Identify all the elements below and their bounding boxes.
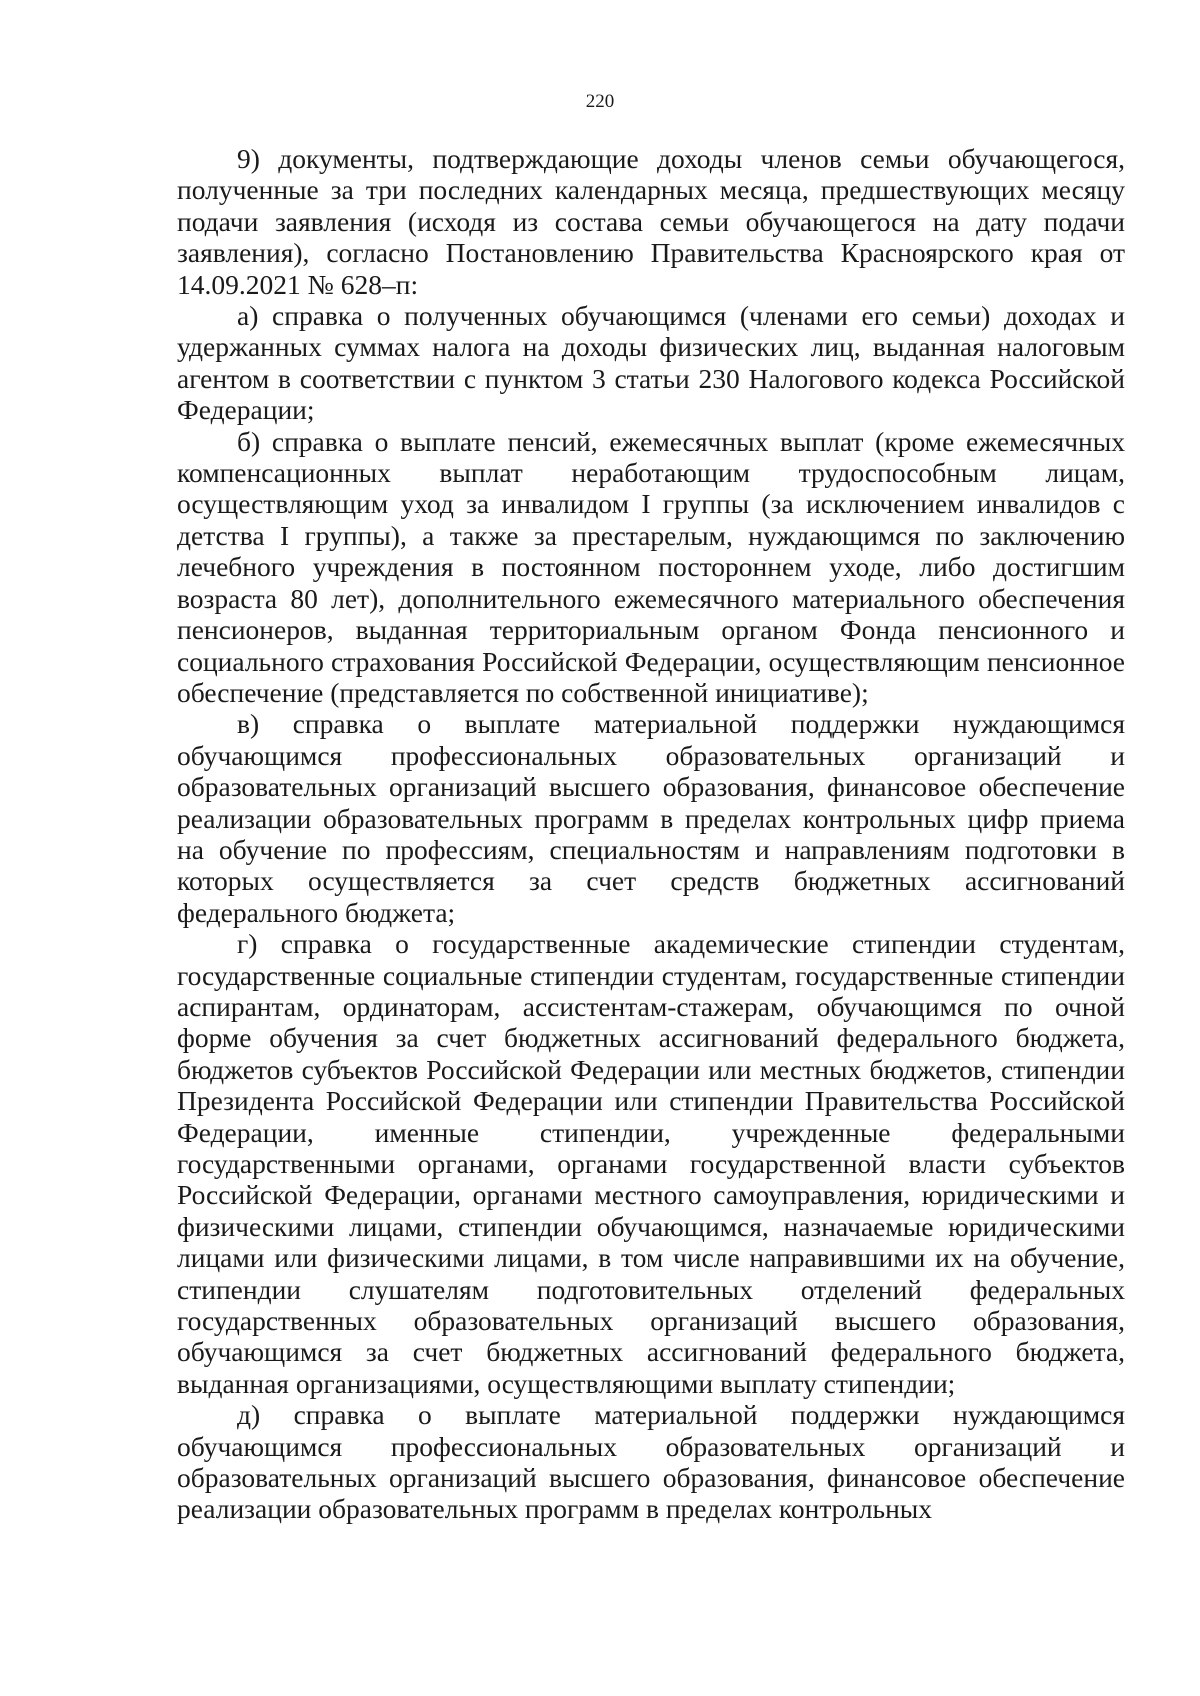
paragraph-subitem-a: а) справка о полученных обучающимся (членами его семьи) доходах и удержанных суммах налога на доходы физических лиц, выданная налоговым агентом в соответствии с пунктом 3 статьи 230 Налогового кодекса Российской Федерации; [177,300,1125,426]
paragraph-subitem-b: б) справка о выплате пенсий, ежемесячных выплат (кроме ежемесячных компенсационных выплат неработающим трудоспособным лицам, осуществляющим уход за инвалидом I группы (за исключением инвалидов с детства I группы), а также за престарелым, нуждающимся по заключению лечебного учреждения в постоянном постороннем уходе, либо достигшим возраста 80 лет), дополнительного ежемесячного материального обеспечения пенсионеров, выданная территориальным органом Фонда пенсионного и социального страхования Российской Федерации, осуществляющим пенсионное обеспечение (представляется по собственной инициативе); [177,425,1125,708]
document-body [177,143,1125,1525]
paragraph-subitem-d: д) справка о выплате материальной поддержки нуждающимся обучающимся профессиональных образовательных организаций и образовательных организаций высшего образования, финансовое обеспечение реализации образовательных программ в пределах контрольных [177,1399,1125,1525]
paragraph-subitem-g: г) справка о государственные академические стипендии студентам, государственные социальные стипендии студентам, государственные стипендии аспирантам, ординаторам, ассистентам-стажерам, обучающимся по очной форме обучения за счет бюджетных ассигнований федерального бюджета, бюджетов субъектов Российской Федерации или местных бюджетов, стипендии Президента Российской Федерации или стипендии Правительства Российской Федерации, именные стипендии, учрежденные федеральными государственными органами, органами государственной власти субъектов Российской Федерации, органами местного самоуправления, юридическими и физическими лицами, стипендии обучающимся, назначаемые юридическими лицами или физическими лицами, в том числе направившими их на обучение, стипендии слушателям подготовительных отделений федеральных государственных образовательных организаций высшего образования, обучающимся за счет бюджетных ассигнований федерального бюджета, выданная организациями, осуществляющими выплату стипендии; [177,928,1125,1399]
paragraph-subitem-v: в) справка о выплате материальной поддержки нуждающимся обучающимся профессиональных образовательных организаций и образовательных организаций высшего образования, финансовое обеспечение реализации образовательных программ в пределах контрольных цифр приема на обучение по профессиям, специальностям и направлениям подготовки в которых осуществляется за счет средств бюджетных ассигнований федерального бюджета; [177,708,1125,928]
paragraph-item-9: 9) документы, подтверждающие доходы членов семьи обучающегося, полученные за три последних календарных месяца, предшествующих месяцу подачи заявления (исходя из состава семьи обучающегося на дату подачи заявления), согласно Постановлению Правительства Красноярского края от 14.09.2021 № 628–п: [177,143,1125,300]
page-number: 220 [585,91,615,112]
